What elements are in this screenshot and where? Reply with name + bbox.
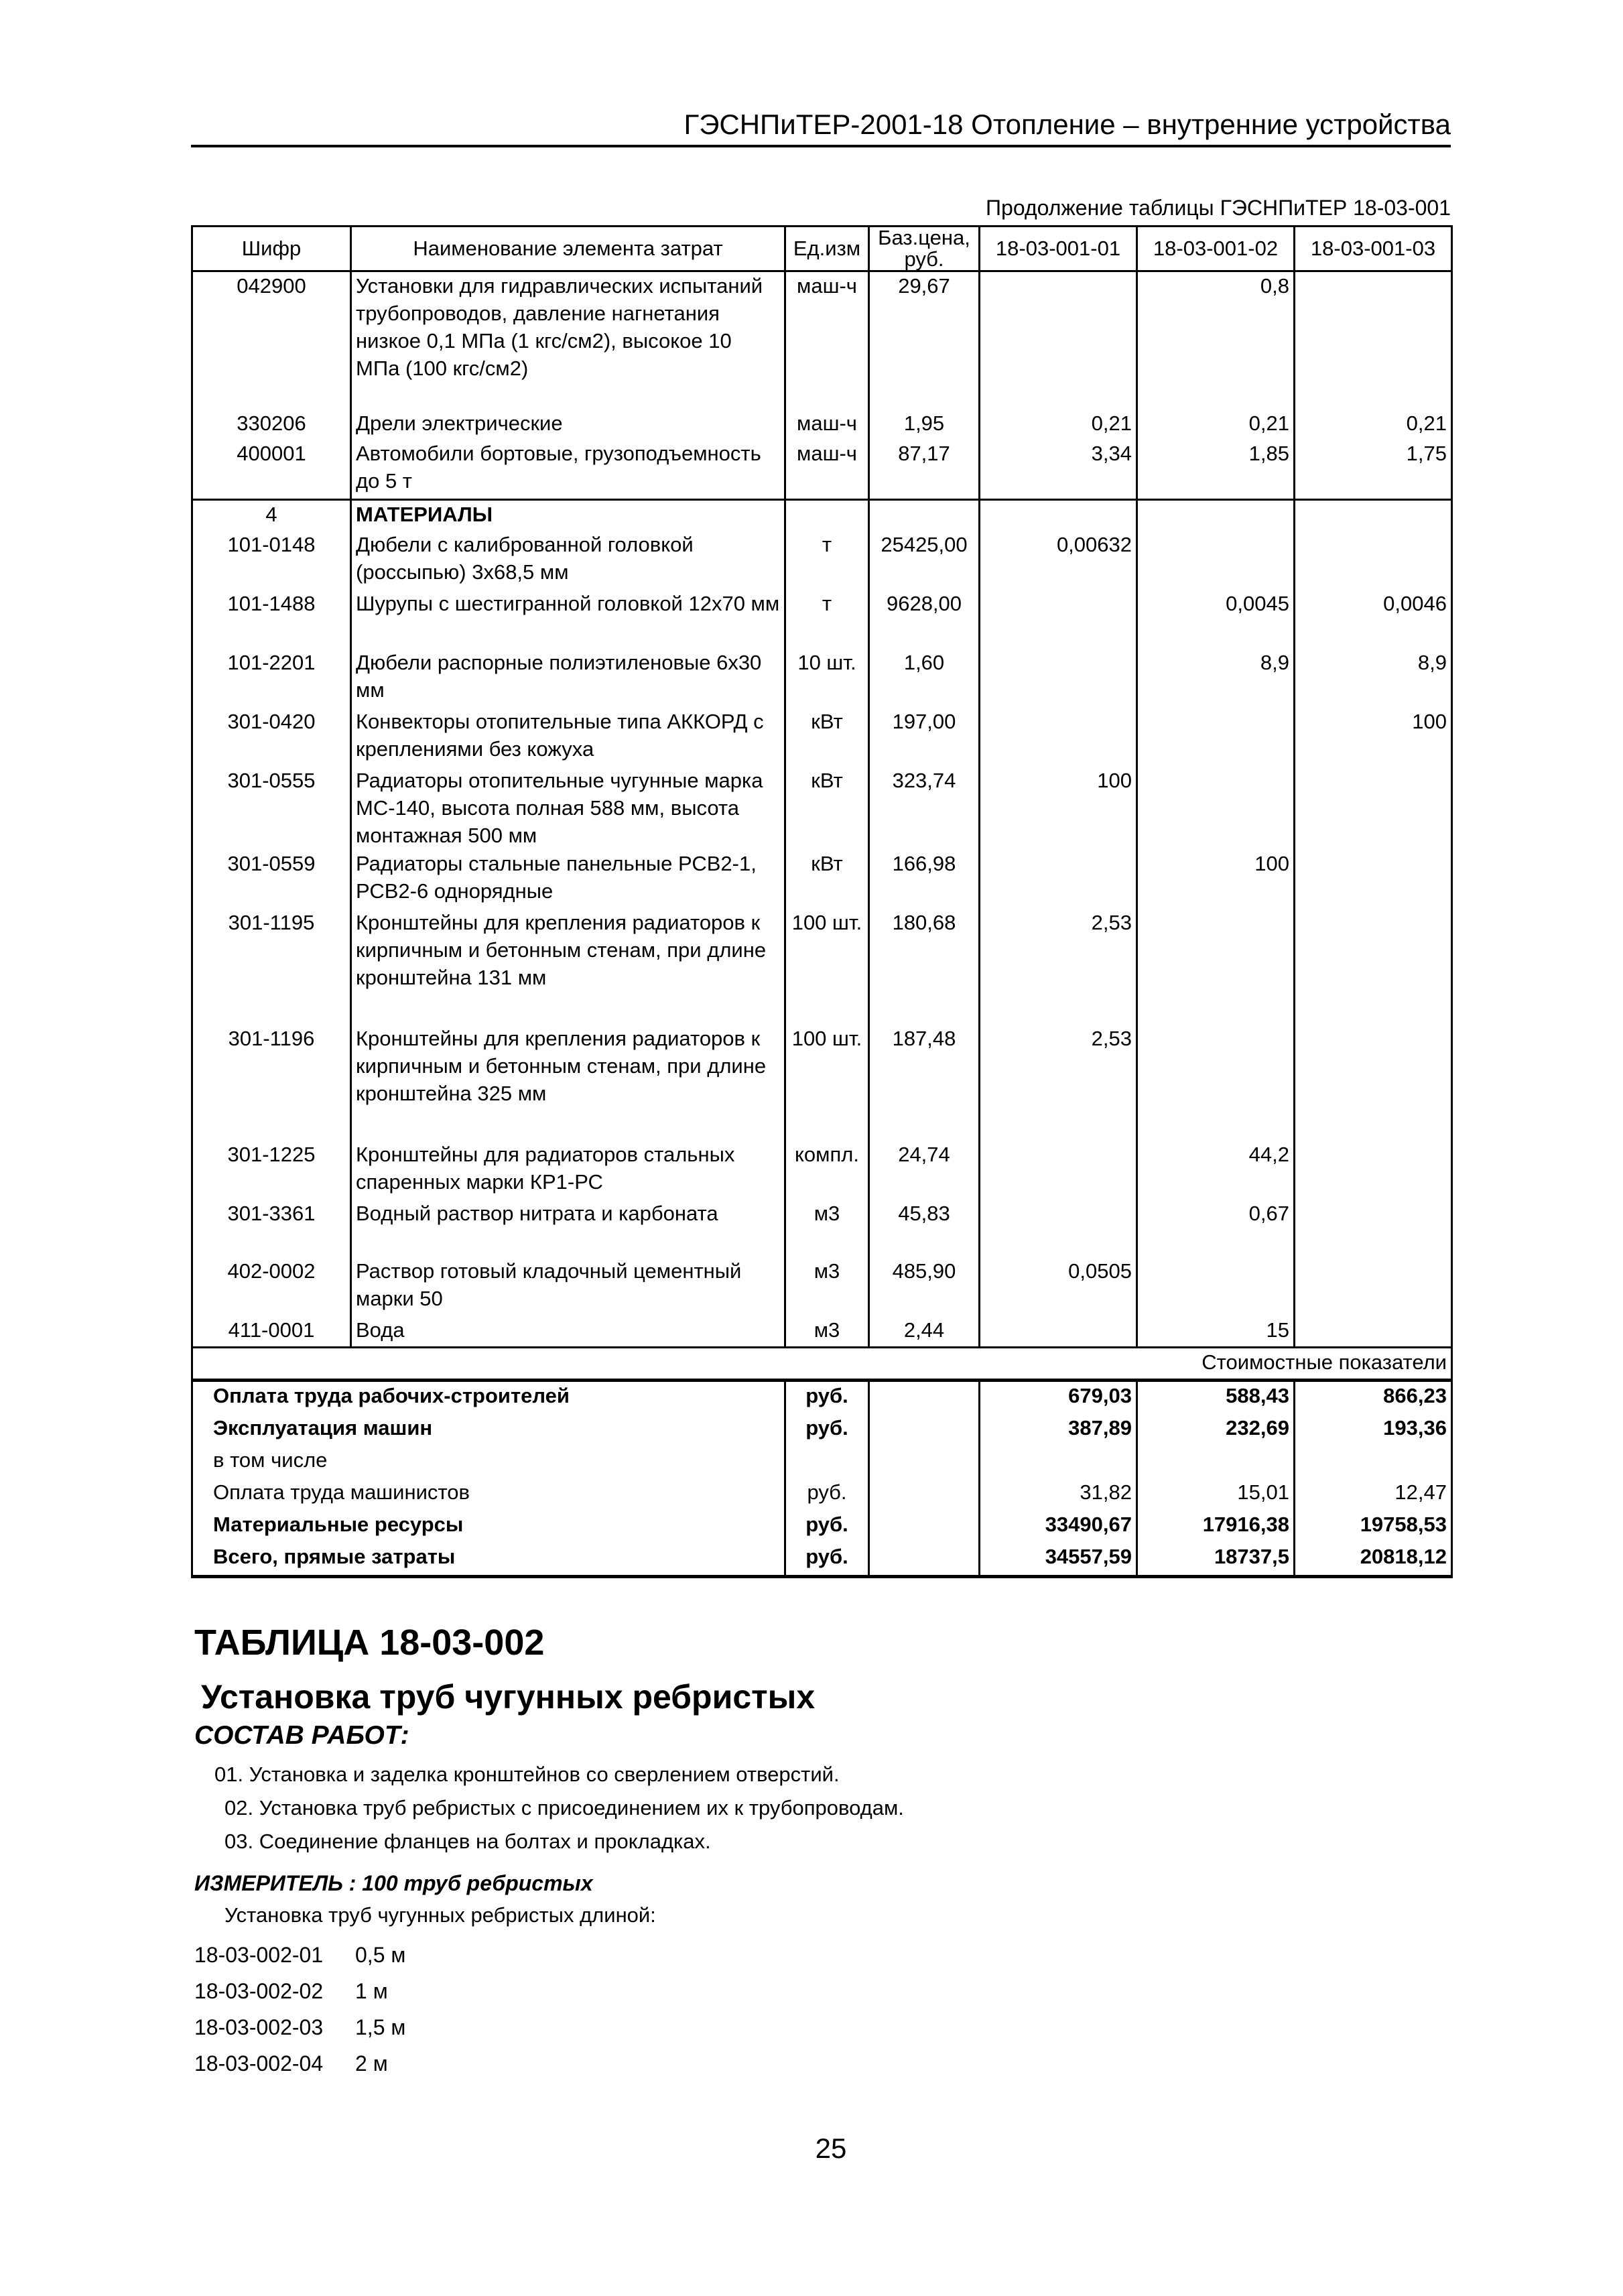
table-row bbox=[192, 708, 1452, 767]
summary-value-02: 17916,38 bbox=[1137, 1511, 1295, 1543]
table-row bbox=[192, 649, 1452, 708]
cell-price: 1,95 bbox=[869, 409, 980, 440]
cell-value-01: 3,34 bbox=[980, 440, 1137, 500]
cell-value-02 bbox=[1137, 708, 1295, 767]
cell-unit: маш-ч bbox=[785, 409, 869, 440]
cell-value-03 bbox=[1295, 1141, 1452, 1200]
cell-value-03: 100 bbox=[1295, 708, 1452, 767]
table-row bbox=[192, 271, 1452, 410]
summary-value-03: 193,36 bbox=[1295, 1414, 1452, 1446]
summary-value-03: 866,23 bbox=[1295, 1381, 1452, 1415]
summary-label: Материальные ресурсы bbox=[192, 1511, 785, 1543]
cell-price: 1,60 bbox=[869, 649, 980, 708]
cell-code: 101-0148 bbox=[192, 531, 351, 590]
summary-row bbox=[192, 1446, 1452, 1478]
summary-row bbox=[192, 1543, 1452, 1577]
summary-empty bbox=[869, 1511, 980, 1543]
cell-value-01: 2,53 bbox=[980, 909, 1137, 1025]
summary-label: Оплата труда рабочих-строителей bbox=[192, 1381, 785, 1415]
cell-value-03: 0,0046 bbox=[1295, 590, 1452, 649]
cell-value-02: 0,67 bbox=[1137, 1200, 1295, 1257]
cell-value-02 bbox=[1137, 1257, 1295, 1316]
table-row bbox=[192, 531, 1452, 590]
summary-value-02: 15,01 bbox=[1137, 1478, 1295, 1511]
item-code: 18-03-002-03 bbox=[194, 2015, 324, 2039]
summary-empty bbox=[869, 1543, 980, 1577]
cell-unit: кВт bbox=[785, 850, 869, 909]
cell-code: 400001 bbox=[192, 440, 351, 500]
cell-value-01: 2,53 bbox=[980, 1025, 1137, 1141]
cell-name: Дрели электрические bbox=[351, 409, 785, 440]
cell-value-03 bbox=[1295, 850, 1452, 909]
cell-value-03 bbox=[1295, 531, 1452, 590]
cell-price: 24,74 bbox=[869, 1141, 980, 1200]
section-table-title: ТАБЛИЦА 18-03-002 bbox=[194, 1622, 545, 1663]
cell-name: Радиаторы стальные панельные РСВ2-1, РСВ2-6 однорядные bbox=[351, 850, 785, 909]
item-code: 18-03-002-02 bbox=[194, 1979, 324, 2003]
table-row bbox=[192, 1200, 1452, 1257]
section-title: МАТЕРИАЛЫ bbox=[351, 500, 785, 531]
running-head: ГЭСНПиТЕР-2001-18 Отопление – внутренние устройства bbox=[191, 107, 1451, 147]
cell-price: 29,67 bbox=[869, 271, 980, 410]
summary-label: Всего, прямые затраты bbox=[192, 1543, 785, 1577]
summary-value-03: 20818,12 bbox=[1295, 1543, 1452, 1577]
cell-price: 9628,00 bbox=[869, 590, 980, 649]
section-row bbox=[192, 500, 1452, 531]
table-row bbox=[192, 1257, 1452, 1316]
cell-name: Раствор готовый кладочный цементный марки 50 bbox=[351, 1257, 785, 1316]
cell-value-01 bbox=[980, 1316, 1137, 1348]
table-row bbox=[192, 440, 1452, 500]
header-col-02: 18-03-001-02 bbox=[1137, 227, 1295, 271]
cell-value-03 bbox=[1295, 1025, 1452, 1141]
cell-value-03: 8,9 bbox=[1295, 649, 1452, 708]
table-row bbox=[192, 409, 1452, 440]
item-value: 2 м bbox=[355, 2051, 388, 2076]
summary-label: Оплата труда машинистов bbox=[192, 1478, 785, 1511]
header-col-01: 18-03-001-01 bbox=[980, 227, 1137, 271]
cell-value-03 bbox=[1295, 767, 1452, 850]
resource-table bbox=[191, 225, 1453, 1578]
summary-value-01: 33490,67 bbox=[980, 1511, 1137, 1543]
cell-value-02 bbox=[1137, 767, 1295, 850]
cell-price bbox=[869, 500, 980, 531]
cell-unit: м3 bbox=[785, 1316, 869, 1348]
cell-code: 330206 bbox=[192, 409, 351, 440]
cell-value-03 bbox=[1295, 1316, 1452, 1348]
summary-value-01: 31,82 bbox=[980, 1478, 1137, 1511]
cell-value-02 bbox=[1137, 531, 1295, 590]
summary-unit bbox=[785, 1446, 869, 1478]
cell-price: 180,68 bbox=[869, 909, 980, 1025]
table-continuation-caption: Продолжение таблицы ГЭСНПиТЕР 18-03-001 bbox=[986, 196, 1451, 220]
cell-unit: 100 шт. bbox=[785, 909, 869, 1025]
summary-row bbox=[192, 1511, 1452, 1543]
cell-value-01: 0,0505 bbox=[980, 1257, 1137, 1316]
cell-name: Дюбели с калиброванной головкой (россыпью) 3х68,5 мм bbox=[351, 531, 785, 590]
cell-unit: маш-ч bbox=[785, 440, 869, 500]
summary-unit: руб. bbox=[785, 1511, 869, 1543]
summary-row bbox=[192, 1414, 1452, 1446]
cell-value-02: 44,2 bbox=[1137, 1141, 1295, 1200]
cost-indicators-label: Стоимостные показатели bbox=[192, 1348, 1452, 1381]
cell-value-01 bbox=[980, 271, 1137, 410]
cell-code: 101-2201 bbox=[192, 649, 351, 708]
cell-unit: 100 шт. bbox=[785, 1025, 869, 1141]
summary-label: в том числе bbox=[192, 1446, 785, 1478]
cell-code: 402-0002 bbox=[192, 1257, 351, 1316]
cell-price: 2,44 bbox=[869, 1316, 980, 1348]
cell-code: 042900 bbox=[192, 271, 351, 410]
summary-unit: руб. bbox=[785, 1414, 869, 1446]
page-number: 25 bbox=[815, 2132, 847, 2164]
table-row bbox=[192, 909, 1452, 1025]
cell-code: 301-1196 bbox=[192, 1025, 351, 1141]
table-row bbox=[192, 850, 1452, 909]
cell-value-01 bbox=[980, 708, 1137, 767]
cell-value-02: 1,85 bbox=[1137, 440, 1295, 500]
cell-value-01 bbox=[980, 590, 1137, 649]
table-header-row bbox=[192, 227, 1452, 271]
cell-price: 485,90 bbox=[869, 1257, 980, 1316]
summary-empty bbox=[869, 1381, 980, 1415]
cell-price: 87,17 bbox=[869, 440, 980, 500]
cell-unit: м3 bbox=[785, 1200, 869, 1257]
cell-value-01 bbox=[980, 850, 1137, 909]
list-item bbox=[194, 1973, 405, 2009]
cell-value-01 bbox=[980, 1200, 1137, 1257]
summary-value-01: 34557,59 bbox=[980, 1543, 1137, 1577]
cell-unit bbox=[785, 500, 869, 531]
cell-name: Дюбели распорные полиэтиленовые 6х30 мм bbox=[351, 649, 785, 708]
header-name: Наименование элемента затрат bbox=[351, 227, 785, 271]
item-value: 1 м bbox=[355, 1979, 388, 2003]
summary-empty bbox=[869, 1414, 980, 1446]
cost-indicators-row bbox=[192, 1348, 1452, 1381]
cell-unit: т bbox=[785, 531, 869, 590]
summary-empty bbox=[869, 1446, 980, 1478]
cell-value-02: 0,0045 bbox=[1137, 590, 1295, 649]
table-row bbox=[192, 1141, 1452, 1200]
table-row bbox=[192, 767, 1452, 850]
cell-name: Кронштейны для крепления радиаторов к кирпичным и бетонным стенам, при длине кронштейна 131 мм bbox=[351, 909, 785, 1025]
cell-name: Конвекторы отопительные типа АККОРД с креплениями без кожуха bbox=[351, 708, 785, 767]
cell-unit: кВт bbox=[785, 708, 869, 767]
cell-value-03 bbox=[1295, 500, 1452, 531]
summary-value-01: 679,03 bbox=[980, 1381, 1137, 1415]
summary-value-02: 588,43 bbox=[1137, 1381, 1295, 1415]
cell-value-03: 1,75 bbox=[1295, 440, 1452, 500]
summary-row bbox=[192, 1381, 1452, 1415]
item-value: 1,5 м bbox=[355, 2015, 406, 2039]
table-row bbox=[192, 590, 1452, 649]
list-item bbox=[194, 2045, 405, 2082]
cell-code: 301-0559 bbox=[192, 850, 351, 909]
cell-value-02: 8,9 bbox=[1137, 649, 1295, 708]
cell-name: Кронштейны для крепления радиаторов к кирпичным и бетонным стенам, при длине кронштейна 325 мм bbox=[351, 1025, 785, 1141]
header-col-03: 18-03-001-03 bbox=[1295, 227, 1452, 271]
cell-value-03: 0,21 bbox=[1295, 409, 1452, 440]
cell-code: 301-1225 bbox=[192, 1141, 351, 1200]
work-item: 01. Установка и заделка кронштейнов со сверлением отверстий. bbox=[214, 1763, 840, 1786]
summary-empty bbox=[869, 1478, 980, 1511]
cell-name: Автомобили бортовые, грузоподъемность до 5 т bbox=[351, 440, 785, 500]
list-item bbox=[194, 1937, 405, 1973]
cell-value-02: 15 bbox=[1137, 1316, 1295, 1348]
cell-value-03 bbox=[1295, 1257, 1452, 1316]
cell-code: 301-0420 bbox=[192, 708, 351, 767]
summary-value-03: 19758,53 bbox=[1295, 1511, 1452, 1543]
cell-value-02 bbox=[1137, 909, 1295, 1025]
cell-code: 4 bbox=[192, 500, 351, 531]
cell-value-03 bbox=[1295, 271, 1452, 410]
summary-row bbox=[192, 1478, 1452, 1511]
cell-value-01: 0,00632 bbox=[980, 531, 1137, 590]
summary-unit: руб. bbox=[785, 1543, 869, 1577]
work-item: 03. Соединение фланцев на болтах и прокладках. bbox=[224, 1830, 711, 1853]
cell-unit: маш-ч bbox=[785, 271, 869, 410]
work-item: 02. Установка труб ребристых с присоединением их к трубопроводам. bbox=[224, 1796, 904, 1820]
cell-price: 197,00 bbox=[869, 708, 980, 767]
cell-value-02: 0,8 bbox=[1137, 271, 1295, 410]
table-row bbox=[192, 1025, 1452, 1141]
header-code: Шифр bbox=[192, 227, 351, 271]
cell-unit: кВт bbox=[785, 767, 869, 850]
list-intro: Установка труб чугунных ребристых длиной: bbox=[224, 1903, 656, 1927]
cell-price: 323,74 bbox=[869, 767, 980, 850]
cell-code: 411-0001 bbox=[192, 1316, 351, 1348]
cell-value-02 bbox=[1137, 500, 1295, 531]
cell-value-01: 100 bbox=[980, 767, 1137, 850]
cell-code: 101-1488 bbox=[192, 590, 351, 649]
cell-value-02: 0,21 bbox=[1137, 409, 1295, 440]
header-unit: Ед.изм bbox=[785, 227, 869, 271]
works-heading: СОСТАВ РАБОТ: bbox=[194, 1721, 409, 1750]
summary-value-03 bbox=[1295, 1446, 1452, 1478]
section-subtitle: Установка труб чугунных ребристых bbox=[201, 1678, 816, 1716]
cell-price: 187,48 bbox=[869, 1025, 980, 1141]
summary-value-02: 232,69 bbox=[1137, 1414, 1295, 1446]
summary-unit: руб. bbox=[785, 1381, 869, 1415]
summary-value-02 bbox=[1137, 1446, 1295, 1478]
cell-code: 301-1195 bbox=[192, 909, 351, 1025]
cell-price: 25425,00 bbox=[869, 531, 980, 590]
cell-name: Шурупы с шестигранной головкой 12х70 мм bbox=[351, 590, 785, 649]
cell-unit: 10 шт. bbox=[785, 649, 869, 708]
list-item bbox=[194, 2009, 405, 2045]
table-row bbox=[192, 1316, 1452, 1348]
cell-name: Водный раствор нитрата и карбоната bbox=[351, 1200, 785, 1257]
cell-value-03 bbox=[1295, 1200, 1452, 1257]
code-list bbox=[194, 1937, 405, 2082]
cell-value-02: 100 bbox=[1137, 850, 1295, 909]
item-code: 18-03-002-04 bbox=[194, 2051, 324, 2076]
summary-value-01 bbox=[980, 1446, 1137, 1478]
cell-value-01 bbox=[980, 500, 1137, 531]
cell-price: 45,83 bbox=[869, 1200, 980, 1257]
cell-name: Кронштейны для радиаторов стальных спаренных марки КР1-РС bbox=[351, 1141, 785, 1200]
cell-unit: компл. bbox=[785, 1141, 869, 1200]
header-price: Баз.цена, руб. bbox=[869, 227, 980, 271]
cell-value-03 bbox=[1295, 909, 1452, 1025]
cell-value-01 bbox=[980, 649, 1137, 708]
cell-value-02 bbox=[1137, 1025, 1295, 1141]
measurement-unit: ИЗМЕРИТЕЛЬ : 100 труб ребристых bbox=[194, 1871, 593, 1895]
cell-unit: м3 bbox=[785, 1257, 869, 1316]
summary-value-02: 18737,5 bbox=[1137, 1543, 1295, 1577]
cell-value-01 bbox=[980, 1141, 1137, 1200]
cell-price: 166,98 bbox=[869, 850, 980, 909]
cell-name: Вода bbox=[351, 1316, 785, 1348]
cell-name: Радиаторы отопительные чугунные марка МС-140, высота полная 588 мм, высота монтажная 500 мм bbox=[351, 767, 785, 850]
summary-value-01: 387,89 bbox=[980, 1414, 1137, 1446]
item-value: 0,5 м bbox=[355, 1943, 406, 1967]
cell-value-01: 0,21 bbox=[980, 409, 1137, 440]
cell-name: Установки для гидравлических испытаний трубопроводов, давление нагнетания низкое 0,1 МПа (1 кгс/см2), высокое 10 МПа (100 кгс/см2) bbox=[351, 271, 785, 410]
summary-label: Эксплуатация машин bbox=[192, 1414, 785, 1446]
summary-value-03: 12,47 bbox=[1295, 1478, 1452, 1511]
summary-unit: руб. bbox=[785, 1478, 869, 1511]
cell-unit: т bbox=[785, 590, 869, 649]
cell-code: 301-0555 bbox=[192, 767, 351, 850]
cell-code: 301-3361 bbox=[192, 1200, 351, 1257]
item-code: 18-03-002-01 bbox=[194, 1943, 324, 1967]
